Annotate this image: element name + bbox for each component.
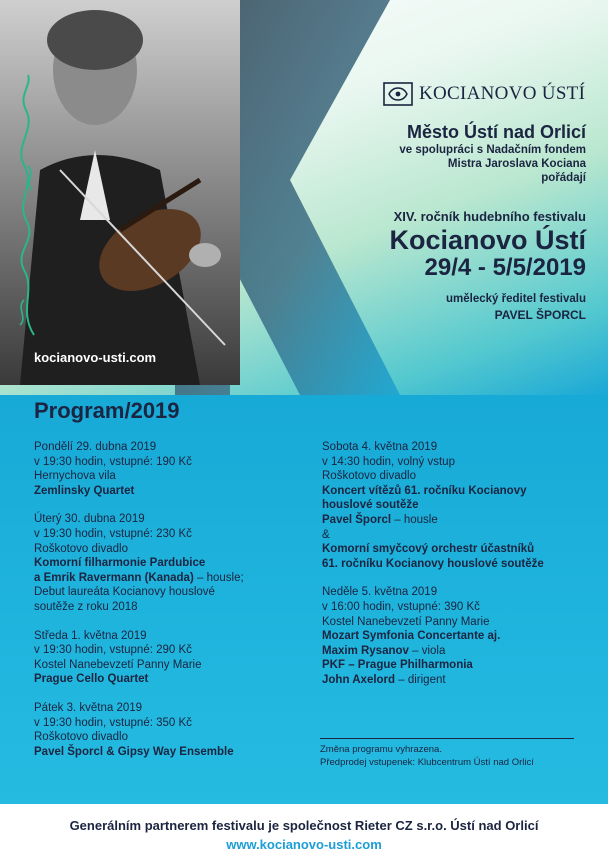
entry-gap (322, 571, 544, 585)
program-line (322, 557, 544, 572)
program-line (322, 629, 544, 644)
event-detail-text: Debut laureáta Kocianovy houslové (34, 586, 215, 599)
event-detail-text: Roškotovo divadlo (322, 470, 416, 483)
event-detail-text: Pondělí 29. dubna 2019 (34, 441, 157, 453)
logo-text: KOCIANOVO ÚSTÍ (419, 83, 586, 104)
program-line (34, 701, 244, 716)
program-line (34, 556, 244, 571)
program-line (34, 672, 244, 687)
program-line (322, 542, 544, 557)
organizer-block (286, 122, 586, 185)
instrument-text: – viola (408, 644, 446, 657)
program-line (34, 455, 244, 470)
instrument-text: – dirigent (395, 673, 446, 686)
program-line (34, 469, 244, 484)
director-label: umělecký ředitel festivalu (446, 293, 586, 305)
program-line (34, 571, 244, 586)
program-note: Změna programu vyhrazena. (320, 744, 442, 755)
performer-text: Zemlinsky Quartet (34, 484, 135, 497)
program-line (34, 658, 244, 673)
program-line (34, 629, 244, 644)
event-detail-text: Pátek 3. května 2019 (34, 701, 143, 714)
cooperation-line: ve spolupráci s Nadačním fondem (399, 144, 586, 156)
program-line (34, 512, 244, 527)
program-column-left (34, 440, 244, 759)
event-detail-text: Kostel Nanebevzetí Panny Marie (322, 615, 490, 628)
program-line (34, 745, 244, 760)
program-line (322, 528, 544, 543)
event-detail-text: Kostel Nanebevzetí Panny Marie (34, 658, 202, 671)
performer-text: houslové soutěže (322, 499, 419, 512)
performer-text: Koncert vítězů 61. ročníku Kocianovy (322, 484, 527, 497)
program-line (322, 513, 544, 528)
event-detail-text: v 16:00 hodin, vstupné: 390 Kč (322, 600, 480, 613)
website-link-top[interactable]: kocianovo-usti.com (34, 350, 157, 365)
program-line (34, 600, 244, 615)
entry-gap (34, 498, 244, 512)
event-detail-text: & (322, 528, 330, 541)
festival-dates: 29/4 - 5/5/2019 (424, 254, 586, 281)
performer-text: PKF – Prague Philharmonia (322, 659, 473, 672)
program-title: Program/2019 (34, 398, 180, 423)
program-line (34, 484, 244, 499)
event-detail-text: Úterý 30. dubna 2019 (34, 513, 145, 526)
website-link-bottom[interactable]: www.kocianovo-usti.com (226, 837, 382, 852)
event-detail-text: v 19:30 hodin, vstupné: 190 Kč (34, 455, 192, 468)
event-detail-text: soutěže z roku 2018 (34, 600, 138, 613)
presale-note: Předprodej vstupenek: Klubcentrum Ústí nad Orlicí (320, 757, 534, 768)
program-line (322, 615, 544, 630)
signature-jaroslav-kocian (6, 70, 46, 340)
event-detail-text: Sobota 4. května 2019 (322, 441, 438, 453)
program-line (322, 673, 544, 688)
program-line (322, 440, 544, 455)
entry-gap (34, 615, 244, 629)
event-detail-text: Roškotovo divadlo (34, 542, 128, 555)
program-line (34, 440, 244, 455)
organizer-town: Město Ústí nad Orlicí (406, 122, 586, 142)
logo-mark-icon (383, 82, 413, 106)
performer-text: Pavel Šporcl (322, 513, 392, 526)
program-line (34, 585, 244, 600)
program-line (34, 542, 244, 557)
program-line (322, 658, 544, 673)
instrument-text: – housle (391, 513, 438, 526)
performer-text: Prague Cello Quartet (34, 673, 149, 686)
note-divider (320, 738, 574, 739)
program-line (322, 455, 544, 470)
performer-text: John Axelord (322, 673, 396, 686)
program-line (322, 469, 544, 484)
event-detail-text: v 19:30 hodin, vstupné: 350 Kč (34, 716, 192, 729)
performer-text: Mozart Symfonia Concertante aj. (322, 630, 501, 643)
program-line (34, 527, 244, 542)
festival-edition: XIV. ročník hudebního festivalu (393, 209, 586, 224)
event-detail-text: v 19:30 hodin, vstupné: 290 Kč (34, 644, 192, 657)
performer-text: 61. ročníku Kocianovy houslové soutěže (322, 557, 544, 570)
event-detail-text: v 14:30 hodin, volný vstup (322, 455, 455, 468)
program-line (322, 644, 544, 659)
program-line (34, 643, 244, 658)
performer-text: a Emrik Ravermann (Kanada) (34, 571, 194, 584)
performer-text: Komorní smyčcový orchestr účastníků (322, 543, 535, 556)
program-line (34, 716, 244, 731)
performer-text: Maxim Rysanov (322, 644, 409, 657)
program-column-right (322, 440, 544, 688)
performer-text: Pavel Šporcl & Gipsy Way Ensemble (34, 745, 234, 758)
event-detail-text: Hernychova vila (34, 470, 116, 483)
instrument-text: – housle; (193, 571, 244, 584)
event-detail-text: Roškotovo divadlo (34, 731, 128, 744)
footer (0, 804, 608, 860)
event-detail-text: Středa 1. května 2019 (34, 629, 147, 642)
cooperation-line: Mistra Jaroslava Kociana (447, 158, 586, 170)
director-name: PAVEL ŠPORCL (494, 308, 586, 322)
program-line (322, 600, 544, 615)
program-line (34, 730, 244, 745)
program-line (322, 585, 544, 600)
program-line (322, 498, 544, 513)
festival-name: Kocianovo Ústí (389, 225, 586, 255)
festival-logo (383, 82, 585, 106)
event-detail-text: Neděle 5. května 2019 (322, 586, 438, 599)
performer-text: Komorní filharmonie Pardubice (34, 557, 206, 570)
general-partner-text: Generálním partnerem festivalu je společnost Rieter CZ s.r.o. Ústí nad Orlicí (69, 818, 539, 833)
cooperation-line: pořádají (541, 172, 586, 184)
event-detail-text: v 19:30 hodin, vstupné: 230 Kč (34, 527, 192, 540)
entry-gap (34, 687, 244, 701)
program-line (322, 484, 544, 499)
